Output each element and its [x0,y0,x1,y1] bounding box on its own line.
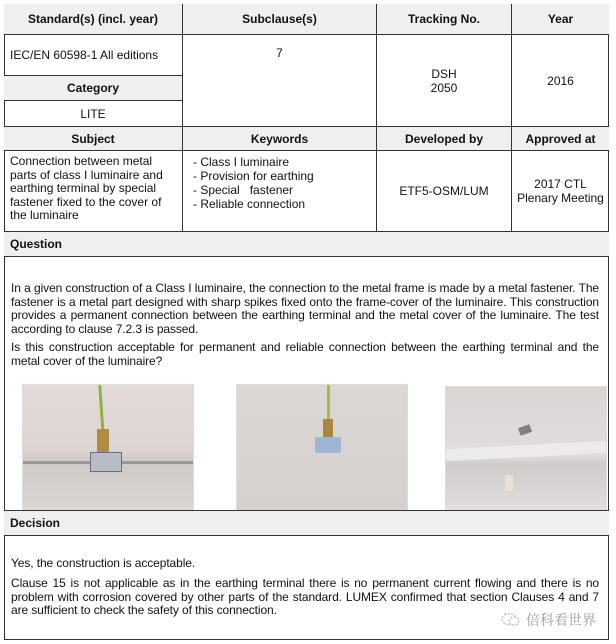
fastener [518,424,532,436]
header-subject: Subject [4,127,183,151]
header-year: Year [512,4,609,35]
decision-paragraph-1: Yes, the construction is acceptable. [11,556,196,570]
keyword-item: - Reliable connection [193,197,306,211]
keywords-value [183,151,377,232]
header-standard: Standard(s) (incl. year) [4,4,183,35]
watermark-text: 倍科看世界 [526,612,596,628]
tracking-line1: DSH [431,66,457,81]
reflection [505,475,513,491]
decision-paragraph-2: Clause 15 is not applicable as in the earthing terminal there is no permanent current flowing and there is no problem with corrosion covered by other parts of the standard. LUMEX confirmed that section Clauses 4 and 7 are sufficient to check the safety of this connection. [11,576,599,617]
question-paragraph-1: In a given construction of a Class I luminaire, the connection to the metal frame is made by a metal fastener. The fastener is a metal part designed with sharp spikes fixed onto the frame-cover of the luminaire. This construction provides a permanent connection between the earthing terminal and the metal cover of the luminaire. The test according to clause 7.2.3 is passed. [11,281,599,336]
standard-value: IEC/EN 60598-1 All editions [4,35,183,76]
header-subclause: Subclause(s) [183,4,377,35]
earth-wire [327,385,330,423]
subclause-value: 7 [183,35,377,127]
cover-edge [446,441,606,461]
fastener-on-frame-photo [22,384,194,513]
keywords-list [193,155,376,211]
category-value: LITE [4,101,183,127]
tracking-value [377,35,512,127]
fastener-closeup-photo [236,384,408,513]
keyword-item: - Class I luminaire [193,155,290,169]
approved-at-value [512,151,609,232]
subject-value: Connection between metal parts of class I luminaire and earthing terminal by special fastener fixed to the cover of the luminaire [4,151,183,232]
header-approved-at: Approved at [512,127,609,151]
fastener [90,452,122,472]
header-keywords: Keywords [183,127,377,151]
approved-at-line1: 2017 CTL [534,177,587,191]
question-paragraph-2: Is this construction acceptable for permanent and reliable connection between the earthing terminal and the metal cover of the luminaire? [11,340,599,368]
developed-by-value: ETF5-OSM/LUM [377,151,512,232]
header-category: Category [4,76,183,101]
year-value: 2016 [512,35,609,127]
header-tracking: Tracking No. [377,4,512,35]
header-developed-by: Developed by [377,127,512,151]
watermark [500,610,596,630]
approved-at-line2: Plenary Meeting [517,191,604,205]
tracking-line2: 2050 [430,80,458,95]
keyword-item: - Provision for earthing [193,169,314,183]
fastener-on-cover-photo [445,386,607,513]
terminal [323,419,333,439]
fastener [315,437,341,453]
decision-heading: Decision [4,511,609,536]
question-heading: Question [4,232,609,257]
keyword-item: - Special fastener [193,183,294,197]
wechat-icon [500,611,522,630]
